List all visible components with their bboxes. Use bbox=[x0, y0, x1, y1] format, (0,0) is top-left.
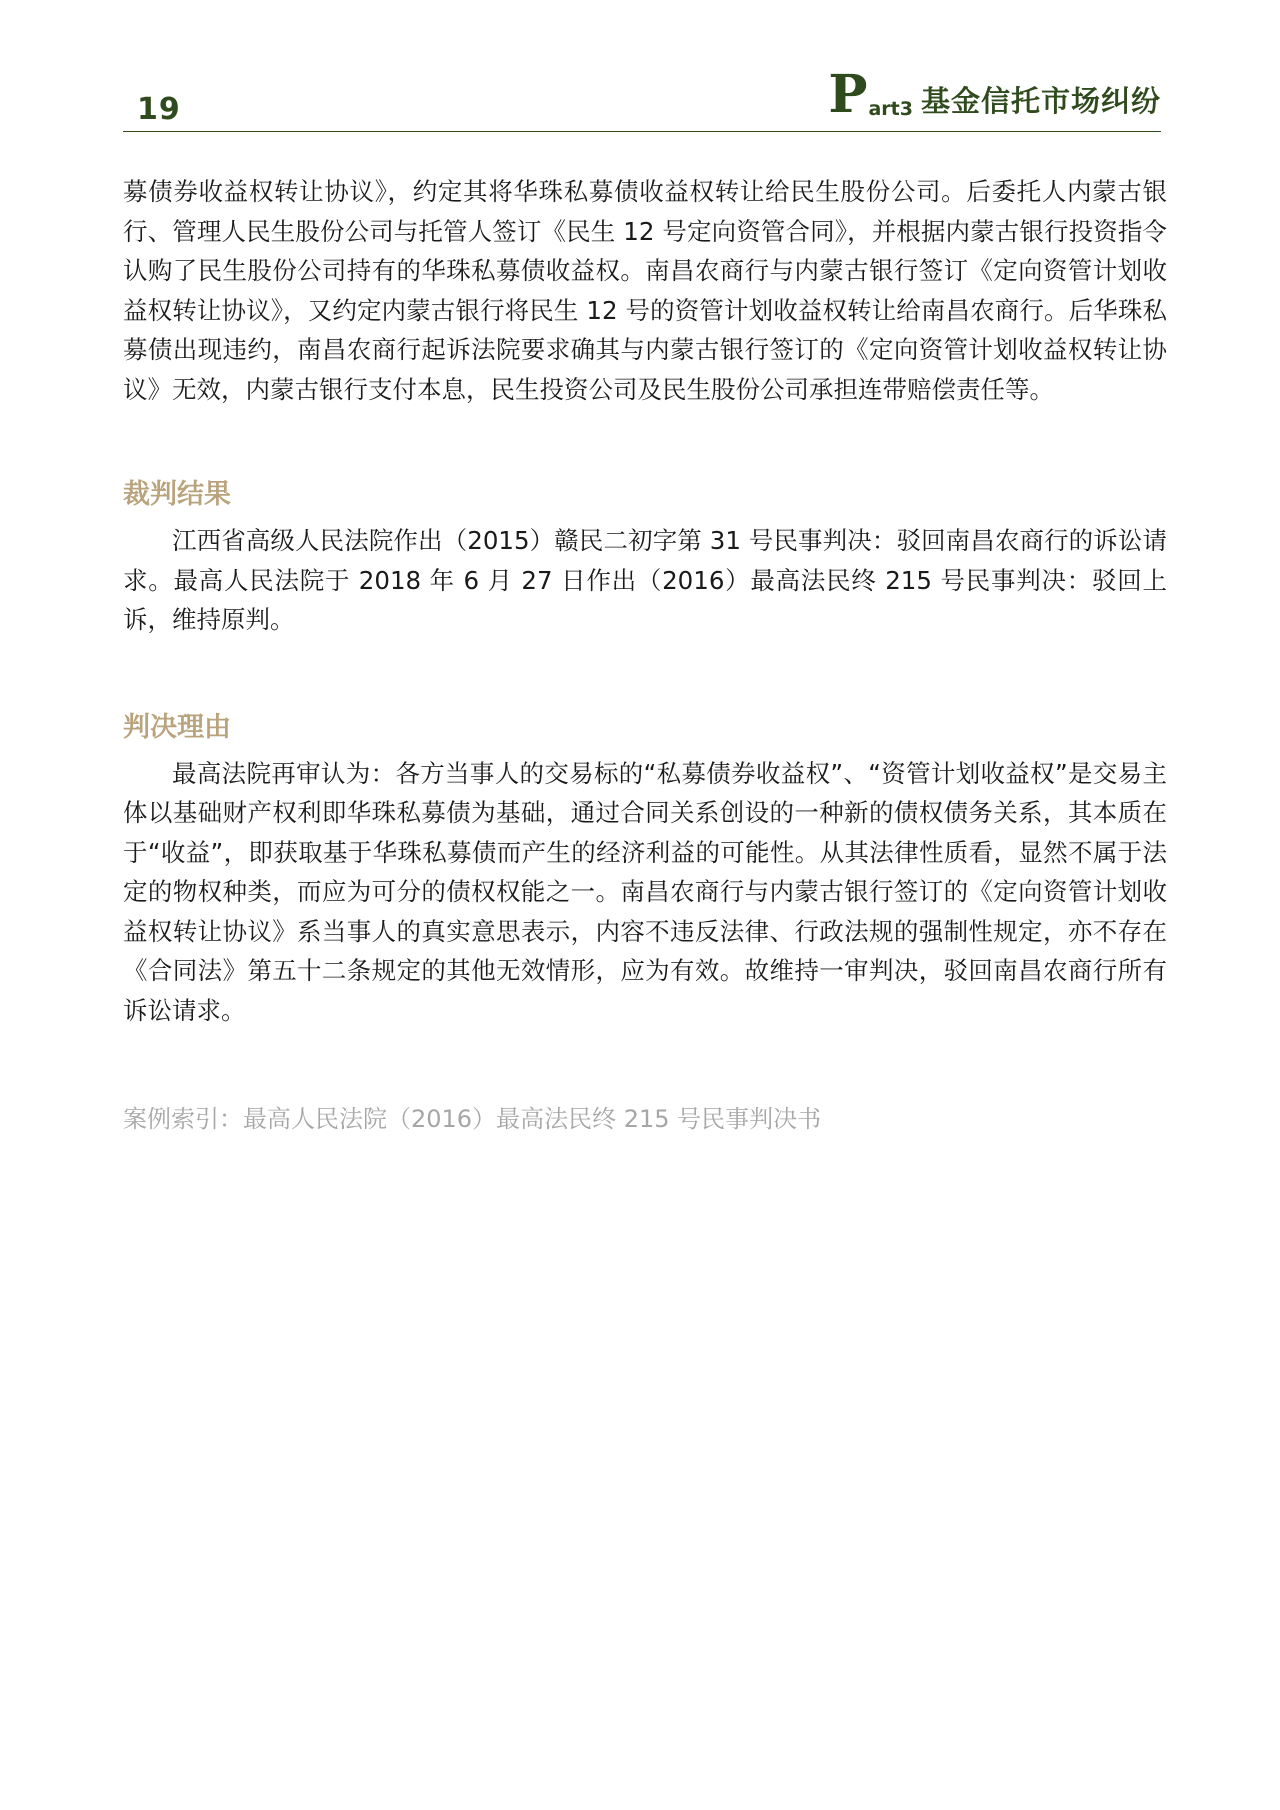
part-suffix: art3 bbox=[868, 98, 913, 120]
part-letter: P bbox=[828, 64, 868, 125]
judgment-paragraph: 江西省高级人民法院作出（2015）赣民二初字第 31 号民事判决：驳回南昌农商行的诉讼请求。最高人民法院于 2018 年 6 月 27 日作出（2016）最高法民终 215 号民事判决：驳回上诉，维持原判。 bbox=[123, 526, 1167, 634]
reasoning-paragraph: 最高法院再审认为：各方当事人的交易标的“私募债券收益权”、“资管计划收益权”是交易主体以基础财产权利即华珠私募债为基础，通过合同关系创设的一种新的债权债务关系，其本质在于“收益”，即获取基于华珠私募债而产生的经济利益的可能性。从其法律性质看，显然不属于法定的物权种类，而应为可分的债权权能之一。南昌农商行与内蒙古银行签订的《定向资管计划收益权转让协议》系当事人的真实意思表示，内容不违反法律、行政法规的强制性规定，亦不存在《合同法》第五十二条规定的其他无效情形，应为有效。故维持一审判决，驳回南昌农商行所有诉讼请求。 bbox=[123, 758, 1167, 1025]
reasoning-heading: 判决理由 bbox=[123, 711, 231, 743]
part-label bbox=[828, 64, 1161, 125]
header-divider bbox=[123, 131, 1161, 132]
page-content bbox=[123, 172, 1167, 1138]
page-header bbox=[123, 64, 1161, 132]
judgment-heading: 裁判结果 bbox=[123, 479, 231, 510]
page-number: 19 bbox=[137, 92, 181, 127]
intro-paragraph: 募债券收益权转让协议》，约定其将华珠私募债收益权转让给民生股份公司。后委托人内蒙古银行、管理人民生股份公司与托管人签订《民生 12 号定向资管合同》，并根据内蒙古银行投资指令认购了民生股份公司持有的华珠私募债收益权。南昌农商行与内蒙古银行签订《定向资管计划收益权转让协议》，又约定内蒙古银行将民生 12 号的资管计划收益权转让给南昌农商行。后华珠私募债出现违约，南昌农商行起诉法院要求确其与内蒙古银行签订的《定向资管计划收益权转让协议》无效，内蒙古银行支付本息，民生投资公司及民生股份公司承担连带赔偿责任等。 bbox=[123, 177, 1167, 404]
part-title: 基金信托市场纠纷 bbox=[920, 84, 1161, 118]
case-citation: 案例索引：最高人民法院（2016）最高法民终 215 号民事判决书 bbox=[123, 1105, 822, 1133]
